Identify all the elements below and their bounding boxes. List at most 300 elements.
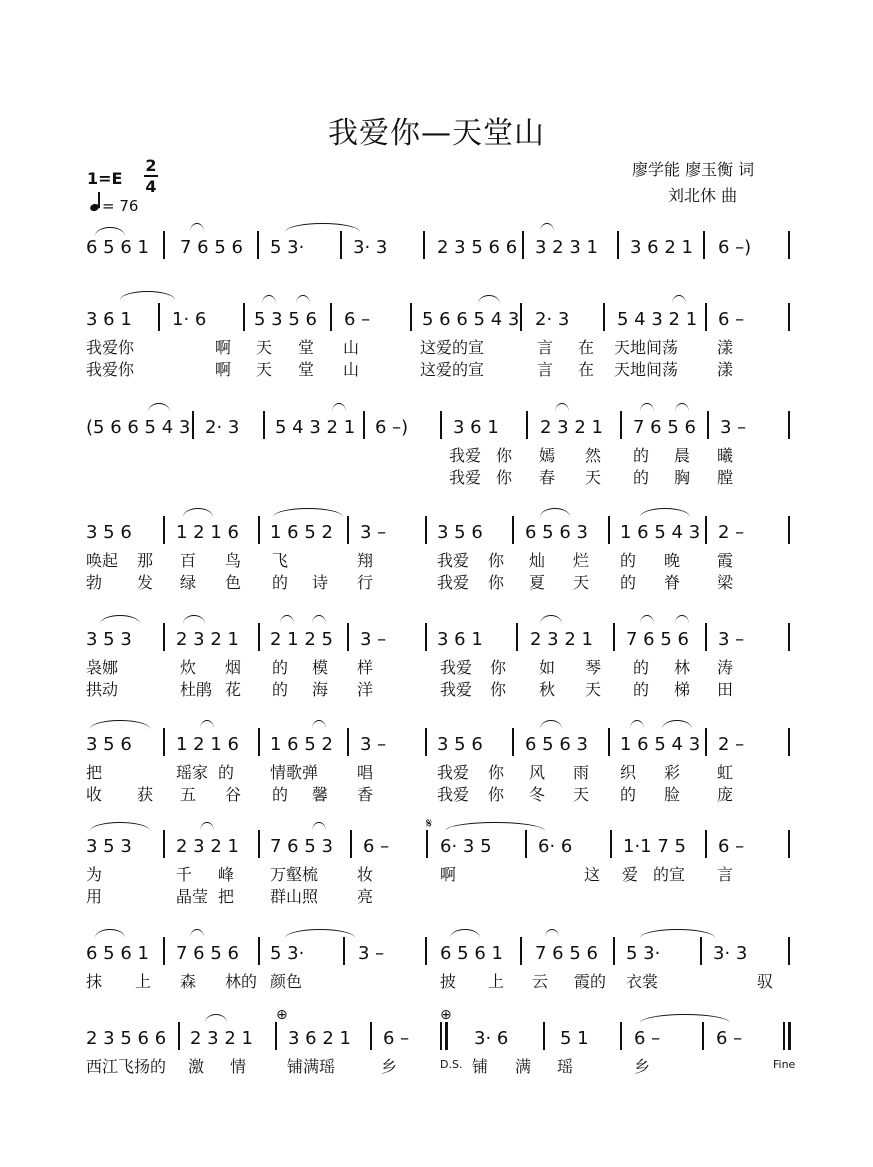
lyric: 这 <box>584 865 601 884</box>
lyric: 我爱 <box>440 658 473 677</box>
measure: 3 – <box>718 629 745 650</box>
barline <box>783 1022 785 1050</box>
slur <box>478 295 500 304</box>
barline <box>788 411 790 439</box>
slur <box>90 720 150 729</box>
time-signature <box>144 157 158 195</box>
measure: 7 6 5 3 <box>270 836 333 857</box>
measure: (5 6 6 5 4 3 <box>86 417 191 438</box>
lyric: 云 <box>532 972 549 991</box>
barline <box>347 516 349 544</box>
song-title: 我爱你—天堂山 <box>328 116 545 151</box>
lyric: 亮 <box>357 887 374 906</box>
lyric: 铺满瑶 <box>287 1057 336 1076</box>
lyric: 织 <box>620 763 637 782</box>
time-signature-top: 2 <box>145 156 157 175</box>
measure: 3 6 1 <box>86 309 132 330</box>
measure: 2 3 2 1 <box>530 629 593 650</box>
lyric: 行 <box>357 573 374 592</box>
lyric: 我爱 <box>437 551 470 570</box>
coda-icon: ⊕ <box>276 1007 288 1023</box>
barline <box>788 1022 791 1050</box>
slur <box>312 720 326 729</box>
lyric: 我爱你 <box>86 360 135 379</box>
barline <box>512 728 514 756</box>
measure: 2 1 2 5 <box>270 629 333 650</box>
time-signature-bottom: 4 <box>145 177 157 196</box>
tempo-value: = 76 <box>102 197 139 215</box>
lyric: 爱 <box>622 865 639 884</box>
lyric: 乡 <box>634 1057 651 1076</box>
barline <box>620 1022 622 1050</box>
barline <box>705 516 707 544</box>
lyric: 天地间荡 <box>614 360 679 379</box>
barline <box>425 516 427 544</box>
lyric: 把 <box>218 887 235 906</box>
slur <box>640 403 654 412</box>
measure: 5 3· <box>270 237 305 258</box>
lyric: 把 <box>86 763 103 782</box>
measure: 3 5 6 <box>86 734 132 755</box>
measure: 6 5 6 3 <box>525 522 588 543</box>
measure: 3 5 6 <box>86 522 132 543</box>
lyric: 我爱 <box>449 468 482 487</box>
measure: 7 6 5 6 <box>535 943 598 964</box>
lyric: 铺 <box>472 1057 489 1076</box>
measure: 3· 6 <box>474 1028 509 1049</box>
lyric: 堂 <box>298 338 315 357</box>
barline <box>258 623 260 651</box>
slur <box>95 227 125 236</box>
barline <box>330 303 332 331</box>
measure: 2· 3 <box>205 417 240 438</box>
measure: 3 6 1 <box>437 629 483 650</box>
barline <box>258 830 260 858</box>
lyric: 霞 <box>717 551 734 570</box>
measure: 1·1 7 5 <box>623 836 686 857</box>
lyric: 上 <box>135 972 152 991</box>
slur <box>675 615 689 624</box>
slur <box>540 615 562 624</box>
lyric: 模 <box>312 658 329 677</box>
measure: 3 2 3 1 <box>535 237 598 258</box>
slur <box>672 295 686 304</box>
lyric: 香 <box>357 785 374 804</box>
barline <box>543 1022 545 1050</box>
lyric: 漾 <box>717 360 734 379</box>
measure: 6 – <box>363 836 390 857</box>
barline <box>440 1022 442 1050</box>
measure: 1 2 1 6 <box>176 734 239 755</box>
lyric: 的 <box>272 658 289 677</box>
lyric: 我爱 <box>437 763 470 782</box>
lyric: 的宣 <box>653 865 686 884</box>
barline <box>258 937 260 965</box>
measure: 1 6 5 2 <box>270 522 333 543</box>
lyric: 衣裳 <box>626 972 659 991</box>
barline <box>608 516 610 544</box>
coda-icon: ⊕ <box>440 1007 452 1023</box>
lyric: 你 <box>488 785 505 804</box>
slur <box>540 720 562 729</box>
barline <box>788 623 790 651</box>
lyric: 然 <box>585 446 602 465</box>
lyric: 你 <box>496 468 513 487</box>
lyric: 情 <box>230 1057 247 1076</box>
lyric: 涛 <box>717 658 734 677</box>
lyric: 天地间荡 <box>614 338 679 357</box>
lyric: 获 <box>137 785 154 804</box>
lyric: 的 <box>633 468 650 487</box>
barline <box>163 516 165 544</box>
slur <box>540 223 554 232</box>
barline <box>512 516 514 544</box>
lyric: 千 <box>176 865 193 884</box>
measure: 3 – <box>360 734 387 755</box>
slur <box>445 822 545 831</box>
lyric: 我爱 <box>440 680 473 699</box>
measure: 5 6 6 5 4 3 <box>422 309 520 330</box>
lyric: 如 <box>539 658 556 677</box>
barline <box>423 231 425 259</box>
measure: 6 – <box>383 1028 410 1049</box>
measure: 2 3 2 1 <box>176 836 239 857</box>
barline <box>425 623 427 651</box>
measure: 6· 3 5 <box>440 836 492 857</box>
lyric: 那 <box>137 551 154 570</box>
lyric: 万壑梳 <box>270 865 319 884</box>
lyric: 虹 <box>717 763 734 782</box>
lyric: 堂 <box>298 360 315 379</box>
barline <box>610 830 612 858</box>
lyric: 色 <box>225 573 242 592</box>
lyric: 脊 <box>664 573 681 592</box>
measure: 3 – <box>360 522 387 543</box>
measure: 3 5 3 <box>86 629 132 650</box>
barline <box>425 728 427 756</box>
barline <box>363 411 365 439</box>
lyric: 烟 <box>225 658 242 677</box>
slur <box>100 615 140 624</box>
slur <box>183 615 205 624</box>
lyric: 曦 <box>717 446 734 465</box>
lyric: 发 <box>137 573 154 592</box>
lyric: 我爱你 <box>86 338 135 357</box>
lyric: 胸 <box>674 468 691 487</box>
measure: 5 4 3 2 1 <box>617 309 698 330</box>
barline <box>258 728 260 756</box>
barline <box>158 303 160 331</box>
lyric: 田 <box>717 680 734 699</box>
barline <box>370 1022 372 1050</box>
measure: 2 3 5 6 6 <box>86 1028 167 1049</box>
tempo-marking <box>90 197 138 215</box>
lyric: 言 <box>717 865 734 884</box>
barline <box>257 231 259 259</box>
lyric: 的 <box>272 785 289 804</box>
lyric: 我爱 <box>437 785 470 804</box>
barline <box>263 411 265 439</box>
slur <box>273 508 343 517</box>
lyric: 的 <box>633 446 650 465</box>
lyric: 山 <box>343 338 360 357</box>
barline <box>788 830 790 858</box>
lyric: 勃 <box>86 573 103 592</box>
slur <box>555 403 569 412</box>
slur <box>630 720 644 729</box>
barline <box>163 830 165 858</box>
lyric: 天 <box>585 468 602 487</box>
slur <box>540 508 570 517</box>
lyric: 的 <box>218 763 235 782</box>
lyric: 你 <box>490 658 507 677</box>
lyric: 我爱 <box>449 446 482 465</box>
lyric: 林的 <box>225 972 258 991</box>
lyric: 森 <box>180 972 197 991</box>
lyric: 颜色 <box>270 972 303 991</box>
measure: 3 5 6 <box>437 522 483 543</box>
barline <box>705 303 707 331</box>
lyric: 天 <box>256 338 273 357</box>
lyric: 你 <box>490 680 507 699</box>
lyric: 言 <box>537 338 554 357</box>
lyric: 的 <box>620 573 637 592</box>
slur <box>640 1014 730 1023</box>
lyric: 啊 <box>440 865 457 884</box>
barline <box>178 1022 180 1050</box>
lyric: 彩 <box>664 763 681 782</box>
measure: 3· 3 <box>713 943 748 964</box>
barline <box>788 231 790 259</box>
measure: 2· 3 <box>535 309 570 330</box>
barline <box>163 623 165 651</box>
lyric: 峰 <box>218 865 235 884</box>
measure: 7 6 5 6 <box>626 629 689 650</box>
lyric: 山 <box>343 360 360 379</box>
lyric: 膛 <box>717 468 734 487</box>
measure: 7 6 5 6 <box>176 943 239 964</box>
measure: 1 6 5 4 3 <box>620 522 701 543</box>
barline <box>613 937 615 965</box>
lyric: 诗 <box>312 573 329 592</box>
barline <box>516 623 518 651</box>
lyric: 我爱 <box>437 573 470 592</box>
barline <box>522 231 524 259</box>
lyric: 抹 <box>86 972 103 991</box>
lyric: 馨 <box>312 785 329 804</box>
lyric: 天 <box>256 360 273 379</box>
slur <box>205 1014 227 1023</box>
lyric: 用 <box>86 887 103 906</box>
lyric: 灿 <box>529 551 546 570</box>
lyric: 瑶家 <box>176 763 209 782</box>
barline <box>347 728 349 756</box>
measure: 7 6 5 6 <box>633 417 696 438</box>
lyric: 袅娜 <box>86 658 119 677</box>
lyric: 绿 <box>180 573 197 592</box>
lyric: 林 <box>674 658 691 677</box>
measure: 6 – <box>634 1028 661 1049</box>
slur <box>640 929 715 938</box>
barline <box>425 937 427 965</box>
measure: 3· 3 <box>353 237 388 258</box>
measure: 3 – <box>720 417 747 438</box>
barline <box>163 728 165 756</box>
lyric: 满 <box>515 1057 532 1076</box>
slur <box>675 403 689 412</box>
lyric: 五 <box>180 785 197 804</box>
barline <box>526 411 528 439</box>
slur <box>296 295 310 304</box>
barline <box>440 411 442 439</box>
lyric: 天 <box>573 785 590 804</box>
lyric: 天 <box>573 573 590 592</box>
barline <box>343 937 345 965</box>
slur <box>285 223 360 232</box>
lyric: 样 <box>357 658 374 677</box>
slur <box>545 929 559 938</box>
lyric: 风 <box>529 763 546 782</box>
measure: 3 5 3 <box>86 836 132 857</box>
barline <box>445 1022 448 1050</box>
lyric: 的 <box>633 680 650 699</box>
barline <box>788 937 790 965</box>
barline <box>700 937 702 965</box>
lyric: 飞 <box>272 551 289 570</box>
lyric: 梯 <box>674 680 691 699</box>
lyric: 在 <box>578 338 595 357</box>
slur <box>183 508 213 517</box>
measure: 6 –) <box>375 417 409 438</box>
lyric: 秋 <box>539 680 556 699</box>
lyric: 的 <box>620 551 637 570</box>
lyric: 啊 <box>215 360 232 379</box>
lyric: 翔 <box>357 551 374 570</box>
barline <box>613 623 615 651</box>
slur <box>190 929 204 938</box>
lyric: 冬 <box>529 785 546 804</box>
measure: 5 4 3 2 1 <box>275 417 356 438</box>
lyric: 群山照 <box>270 887 319 906</box>
lyricist-credit: 廖学能 廖玉衡 词 <box>632 160 755 179</box>
lyric: 杜鹃 <box>180 680 213 699</box>
lyric: 百 <box>180 551 197 570</box>
lyric: 的 <box>620 785 637 804</box>
measure: 1· 6 <box>172 309 207 330</box>
slur <box>662 720 692 729</box>
quarter-note-icon <box>90 197 102 211</box>
barline <box>426 830 428 858</box>
measure: 6 5 6 3 <box>525 734 588 755</box>
slur <box>262 295 276 304</box>
measure: 6 5 6 1 <box>86 237 149 258</box>
lyric: 啊 <box>215 338 232 357</box>
measure: 3 6 1 <box>453 417 499 438</box>
lyric: 为 <box>86 865 103 884</box>
measure: 6 – <box>344 309 371 330</box>
lyric: 你 <box>488 573 505 592</box>
barline <box>275 1022 277 1050</box>
barline <box>347 623 349 651</box>
measure: 5 3· <box>626 943 661 964</box>
lyric: 在 <box>578 360 595 379</box>
slur <box>200 720 214 729</box>
segno-icon: 𝄋 <box>426 816 433 832</box>
lyric: 瑶 <box>557 1057 574 1076</box>
lyric: 鸟 <box>225 551 242 570</box>
barline <box>705 728 707 756</box>
lyric: 驭 <box>757 972 774 991</box>
lyric: 的 <box>272 680 289 699</box>
barline <box>163 937 165 965</box>
lyric: 唱 <box>357 763 374 782</box>
measure: 3 – <box>358 943 385 964</box>
lyric: 拱动 <box>86 680 119 699</box>
measure: 3 6 2 1 <box>630 237 693 258</box>
barline <box>340 231 342 259</box>
lyric: 烂 <box>573 551 590 570</box>
barline <box>702 1022 704 1050</box>
lyric: 言 <box>537 360 554 379</box>
barline <box>788 303 790 331</box>
slur <box>640 615 654 624</box>
lyric: 披 <box>440 972 457 991</box>
barline <box>350 830 352 858</box>
measure: 5 3 5 6 <box>254 309 317 330</box>
measure: 6 – <box>718 309 745 330</box>
barline <box>258 516 260 544</box>
barline <box>603 303 605 331</box>
measure: 6 – <box>716 1028 743 1049</box>
lyric: 晚 <box>664 551 681 570</box>
measure: 5 3· <box>270 943 305 964</box>
measure: 5 1 <box>560 1028 589 1049</box>
barline <box>410 303 412 331</box>
barline <box>520 937 522 965</box>
barline <box>163 231 165 259</box>
measure: 3 6 2 1 <box>288 1028 351 1049</box>
slur <box>90 822 150 831</box>
measure: 2 3 2 1 <box>176 629 239 650</box>
lyric: 庞 <box>717 785 734 804</box>
lyric: 唤起 <box>86 551 119 570</box>
barline <box>788 728 790 756</box>
lyric: 漾 <box>717 338 734 357</box>
measure: 1 2 1 6 <box>176 522 239 543</box>
lyric: 收 <box>86 785 103 804</box>
lyric: 的 <box>633 658 650 677</box>
barline <box>707 411 709 439</box>
lyric: 你 <box>488 763 505 782</box>
slur <box>280 615 294 624</box>
lyric: 琴 <box>585 658 602 677</box>
barline <box>705 623 707 651</box>
barline <box>620 411 622 439</box>
lyric: 谷 <box>225 785 242 804</box>
slur <box>95 929 125 938</box>
lyric: 嫣 <box>539 446 556 465</box>
lyric: 情歌弹 <box>270 763 319 782</box>
measure: 6· 6 <box>538 836 573 857</box>
slur <box>148 403 170 412</box>
lyric: 霞的 <box>574 972 607 991</box>
measure: 2 3 5 6 6 <box>437 237 518 258</box>
measure: 1 6 5 2 <box>270 734 333 755</box>
lyric: D.S. <box>440 1058 463 1071</box>
slur <box>120 291 175 300</box>
slur <box>312 822 326 831</box>
barline <box>617 231 619 259</box>
